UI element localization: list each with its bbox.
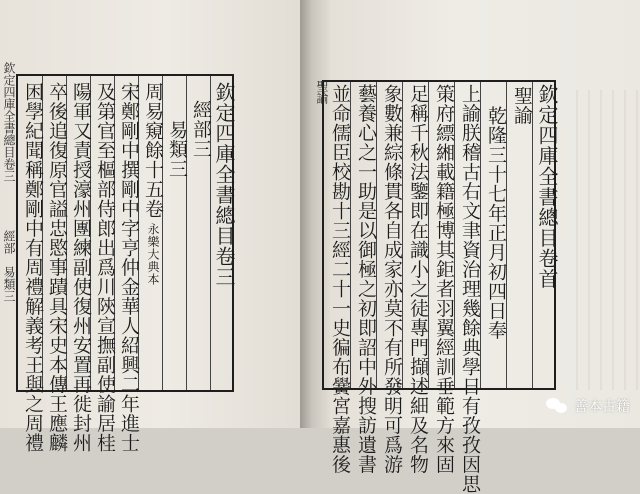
watermark xyxy=(546,396,630,416)
edict-first-line: 上諭朕稽古右文聿資治理幾餘典學日有孜孜因思 xyxy=(459,84,481,494)
section-heading: 經部三 xyxy=(190,100,212,159)
left-col-5: 宋鄭剛中撰剛中字亨仲金華人紹興二年進士 xyxy=(118,82,140,453)
watermark-text: 善本古籍 xyxy=(574,399,630,415)
left-col-6: 及第官至樞部侍郎出爲川陝宣撫副使諭居桂 xyxy=(94,82,116,453)
right-col-7: 象數兼綜條貫各自成家亦莫不有所發明可爲游 xyxy=(381,84,403,474)
right-col-9: 並命儒臣校勘十三經二十一史徧布黌宮嘉惠後 xyxy=(329,84,351,474)
edict-date: 乾隆三十七年正月初四日奉 xyxy=(485,106,507,340)
left-col-8: 卒後追復原官謚忠愍事蹟具宋史本傳王應麟 xyxy=(46,82,68,453)
book-title: 周易窺餘十五卷 xyxy=(142,82,164,219)
right-volume-title: 欽定四庫全書總目卷首 xyxy=(535,84,559,289)
left-volume-title: 欽定四庫全書總目卷三 xyxy=(212,82,236,287)
category-heading: 易類三 xyxy=(166,120,188,179)
right-margin-label: 聖諭 xyxy=(315,80,329,104)
left-book-page xyxy=(0,0,300,453)
book-title-column xyxy=(140,76,162,390)
left-col-9: 困學紀聞稱鄭剛中有周禮解義考王與之周禮 xyxy=(22,82,44,453)
right-col-5: 策府縹緗載籍極博其鉅者羽翼經訓垂範方來固 xyxy=(433,84,455,474)
source-note: 永樂大典本 xyxy=(146,222,160,285)
wechat-icon xyxy=(546,398,568,414)
left-margin-subtitle: 經部 易類三 xyxy=(2,230,16,302)
right-text-frame xyxy=(322,80,559,494)
right-book-page xyxy=(315,0,640,494)
right-col-6: 足稱千秋法鑒即在識小之徒專門擷述細及名物 xyxy=(407,84,429,474)
show-through-text xyxy=(566,90,640,390)
right-col-8: 藝養心之一助是以御極之初即詔中外搜訪遺書 xyxy=(355,84,377,474)
edict-heading: 聖諭 xyxy=(511,86,533,125)
left-margin-title: 欽定四庫全書總目卷三 xyxy=(2,62,16,182)
left-col-7: 陽軍又責授濠州團練副使復州安置再徙封州 xyxy=(70,82,92,453)
left-text-frame xyxy=(16,74,236,453)
